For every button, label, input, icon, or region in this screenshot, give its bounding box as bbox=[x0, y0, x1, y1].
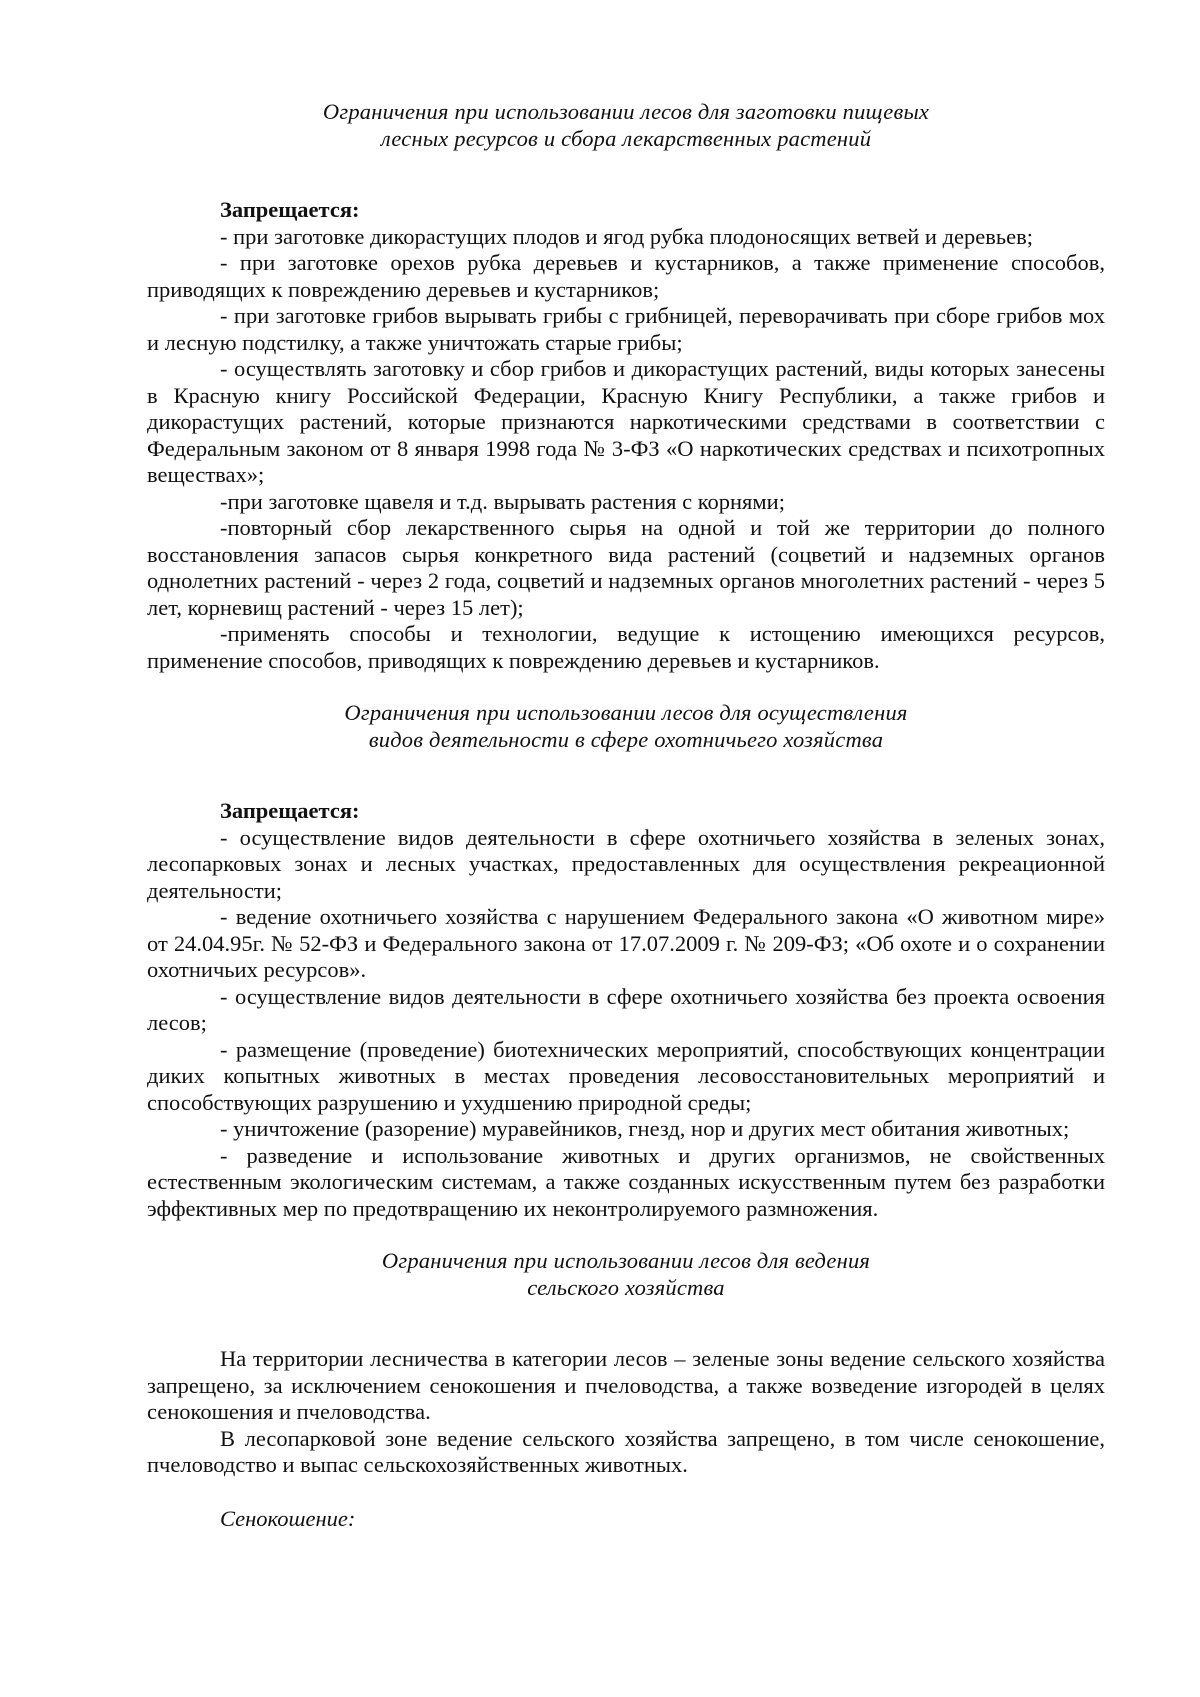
list-item: - размещение (проведение) биотехнических мероприятий, способствующих концентрации диких копытных животных в местах проведения лесовосстановительных мероприятий и способствующих разрушению и ухудшению природной среды; bbox=[147, 1036, 1105, 1115]
list-item: - ведение охотничьего хозяйства с нарушением Федерального закона «О животном мире» от 24.04.95г. № 52-ФЗ и Федерального закона от 17.07.2009 г. № 209-ФЗ; «Об охоте и о сохранении охотничьих ресурсов». bbox=[147, 904, 1105, 982]
list-item: - разведение и использование животных и других организмов, не свойственных естественным экологическим системам, а также созданных искусственным путем без разработки эффективных мер по предотвращению их неконтролируемого размножения. bbox=[147, 1142, 1105, 1221]
list-item: -повторный сбор лекарственного сырья на одной и той же территории до полного восстановления запасов сырья конкретного вида растений (соцветий и надземных органов однолетних растений - через 2 года, соцветий и надземных органов многолетних растений - через 5 лет, корневищ растений - через 15 лет); bbox=[147, 515, 1105, 620]
list-item: - при заготовке грибов вырывать грибы с грибницей, переворачивать при сборе грибов мох и лесную подстилку, а также уничтожать старые грибы; bbox=[147, 303, 1105, 355]
list-item: - осуществление видов деятельности в сфере охотничьего хозяйства без проекта освоения лесов; bbox=[147, 983, 1105, 1035]
section-title-line: сельского хозяйства bbox=[527, 1275, 725, 1300]
section-title-line: Ограничения при использовании лесов для заготовки пищевых bbox=[322, 99, 930, 124]
section-title bbox=[147, 1247, 1105, 1301]
section-title-line: Ограничения при использовании лесов для осуществления bbox=[344, 700, 908, 725]
list-item: - при заготовке дикорастущих плодов и ягод рубка плодоносящих ветвей и деревьев; bbox=[220, 223, 1034, 249]
section-title-line: видов деятельности в сфере охотничьего хозяйства bbox=[368, 727, 884, 752]
section-title bbox=[147, 699, 1105, 753]
document-body bbox=[147, 98, 1105, 1532]
list-item: - при заготовке орехов рубка деревьев и кустарников, а также применение способов, приводящих к повреждению деревьев и кустарников; bbox=[147, 250, 1105, 302]
section-agriculture bbox=[147, 1247, 1105, 1532]
section-heading: Запрещается: bbox=[220, 197, 360, 222]
list-item: - уничтожение (разорение) муравейников, гнезд, нор и других мест обитания животных; bbox=[220, 1116, 1070, 1141]
list-item: - осуществлять заготовку и сбор грибов и дикорастущих растений, виды которых занесены в Красную книгу Российской Федерации, Красную Книгу Республики, а также грибов и дикорастущих растений, которые признаются наркотическими средствами в соответствии с Федеральным законом от 8 января 1998 года № 3-ФЗ «О наркотических средствах и психотропных веществах»; bbox=[147, 356, 1105, 487]
section-food-resources bbox=[147, 98, 1105, 674]
list-item: -при заготовке щавеля и т.д. вырывать растения с корнями; bbox=[220, 488, 785, 514]
section-hunting bbox=[147, 699, 1105, 1222]
paragraph: В лесопарковой зоне ведение сельского хозяйства запрещено, в том числе сенокошение, пчеловодство и выпас сельскохозяйственных животных. bbox=[147, 1425, 1105, 1477]
list-item: - осуществление видов деятельности в сфере охотничьего хозяйства в зеленых зонах, лесопарковых зонах и лесных участках, предоставленных для осуществления рекреационной деятельности; bbox=[147, 824, 1105, 903]
subheading: Сенокошение: bbox=[220, 1505, 356, 1531]
section-title-line: лесных ресурсов и сбора лекарственных растений bbox=[380, 126, 872, 151]
list-item: -применять способы и технологии, ведущие к истощению имеющихся ресурсов, применение способов, приводящих к повреждению деревьев и кустарников. bbox=[147, 621, 1105, 673]
section-title-line: Ограничения при использовании лесов для ведения bbox=[381, 1248, 871, 1273]
paragraph: На территории лесничества в категории лесов – зеленые зоны ведение сельского хозяйства запрещено, за исключением сенокошения и пчеловодства, а также возведение изгородей в целях сенокошения и пчеловодства. bbox=[147, 1346, 1105, 1424]
section-title bbox=[147, 98, 1105, 152]
section-heading: Запрещается: bbox=[220, 798, 360, 823]
